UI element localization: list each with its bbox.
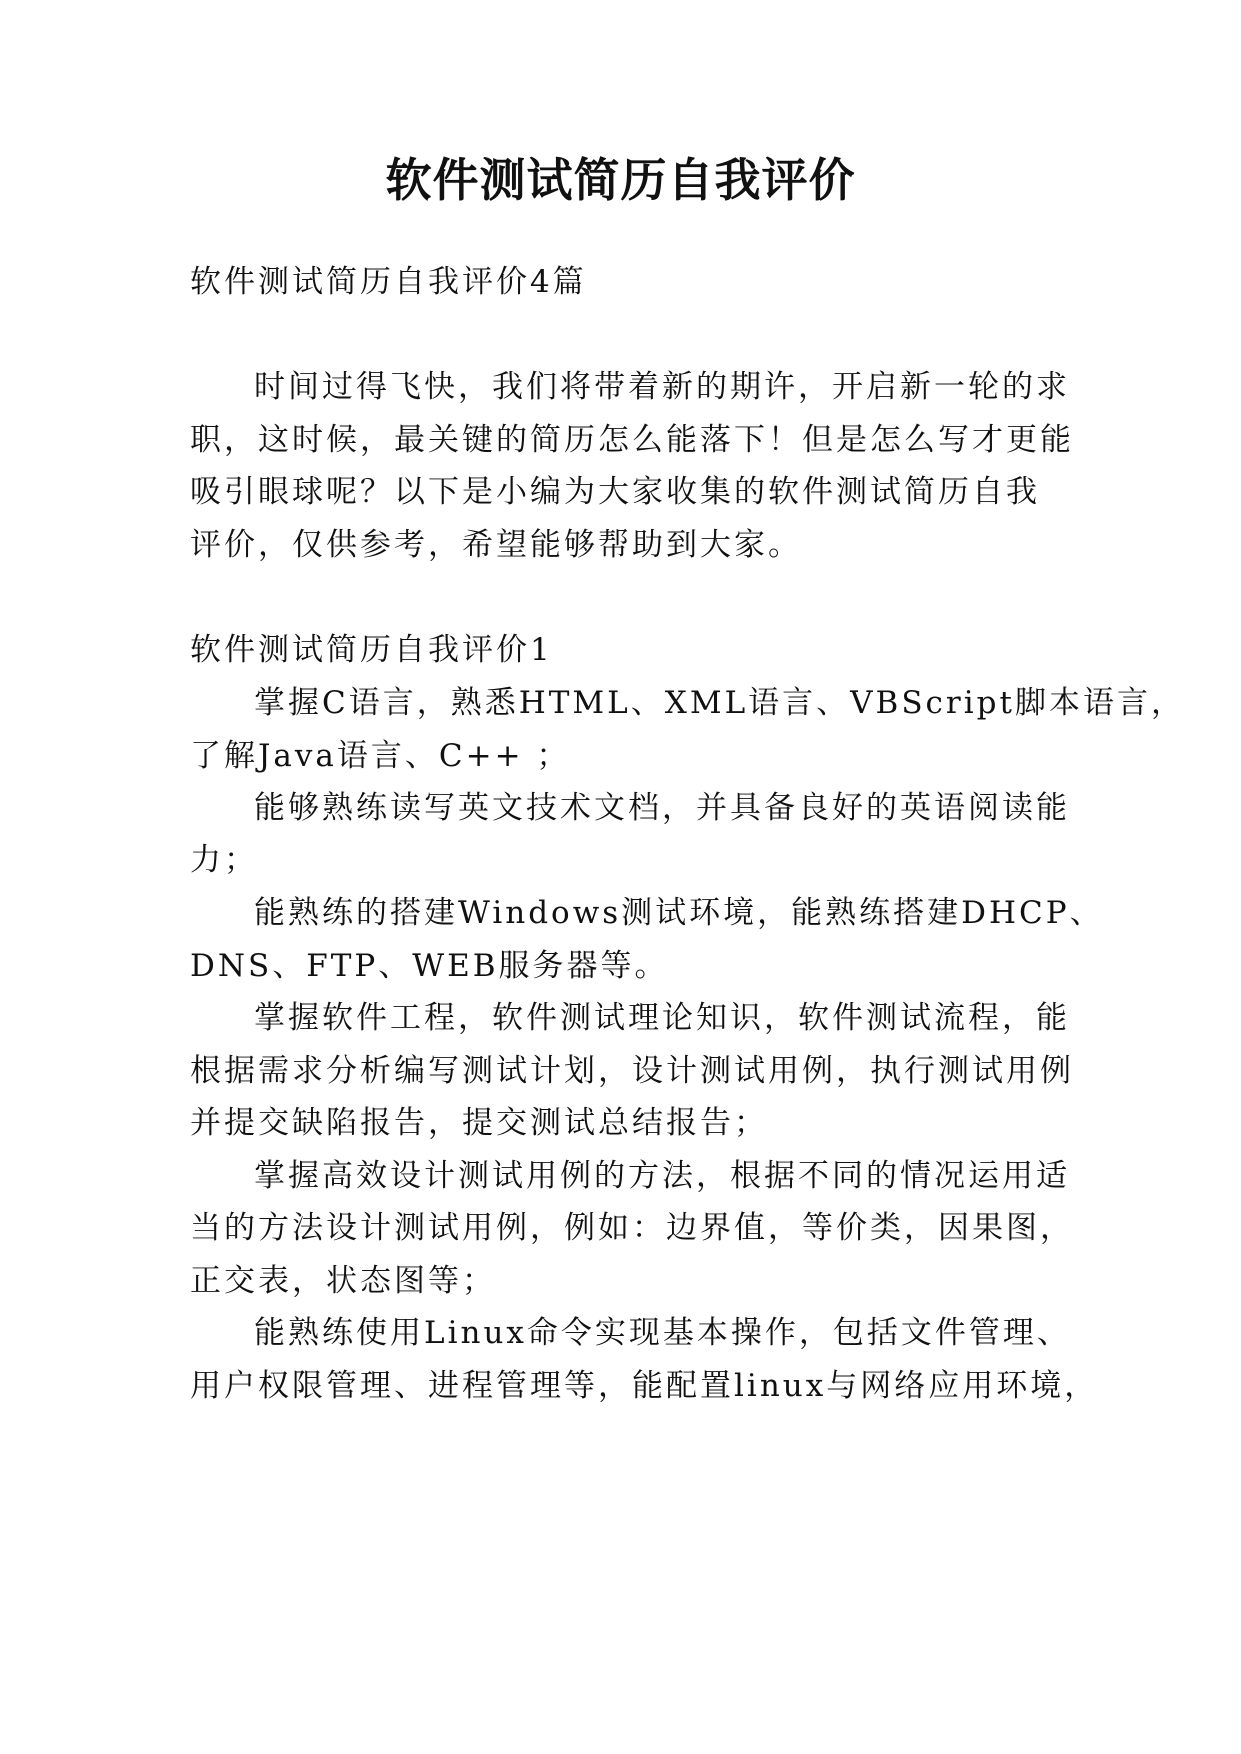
paragraph-line: 当的方法设计测试用例，例如：边界值，等价类，因果图， bbox=[190, 1210, 1074, 1246]
intro-line: 吸引眼球呢？以下是小编为大家收集的软件测试简历自我 bbox=[190, 474, 1040, 510]
paragraph-line: 正交表，状态图等； bbox=[190, 1263, 496, 1299]
document-subtitle: 软件测试简历自我评价4篇 bbox=[190, 264, 587, 300]
paragraph-line: 能熟练的搭建Windows测试环境，能熟练搭建DHCP、 bbox=[254, 895, 1104, 931]
paragraph-line: 能够熟练读写英文技术文档，并具备良好的英语阅读能 bbox=[254, 790, 1070, 826]
paragraph-line: 根据需求分析编写测试计划，设计测试用例，执行测试用例 bbox=[190, 1053, 1074, 1089]
page-title: 软件测试简历自我评价 bbox=[385, 153, 856, 207]
intro-line: 评价，仅供参考，希望能够帮助到大家。 bbox=[190, 527, 802, 563]
intro-line: 职，这时候，最关键的简历怎么能落下！但是怎么写才更能 bbox=[190, 422, 1074, 458]
intro-line: 时间过得飞快，我们将带着新的期许，开启新一轮的求 bbox=[254, 369, 1070, 405]
paragraph-line: 力； bbox=[190, 842, 258, 878]
paragraph-line: 掌握软件工程，软件测试理论知识，软件测试流程，能 bbox=[254, 1000, 1070, 1036]
paragraph-line: 掌握C语言，熟悉HTML、XML语言、VBScript脚本语言， bbox=[254, 685, 1185, 721]
paragraph-line: 能熟练使用Linux命令实现基本操作，包括文件管理、 bbox=[254, 1315, 1071, 1351]
paragraph-line: 用户权限管理、进程管理等，能配置linux与网络应用环境， bbox=[190, 1368, 1099, 1404]
section-heading: 软件测试简历自我评价1 bbox=[190, 632, 553, 668]
paragraph-line: 了解Java语言、C++ ； bbox=[190, 738, 571, 774]
paragraph-line: DNS、FTP、WEB服务器等。 bbox=[190, 948, 669, 984]
paragraph-line: 掌握高效设计测试用例的方法，根据不同的情况运用适 bbox=[254, 1158, 1070, 1194]
paragraph-line: 并提交缺陷报告，提交测试总结报告； bbox=[190, 1105, 768, 1141]
